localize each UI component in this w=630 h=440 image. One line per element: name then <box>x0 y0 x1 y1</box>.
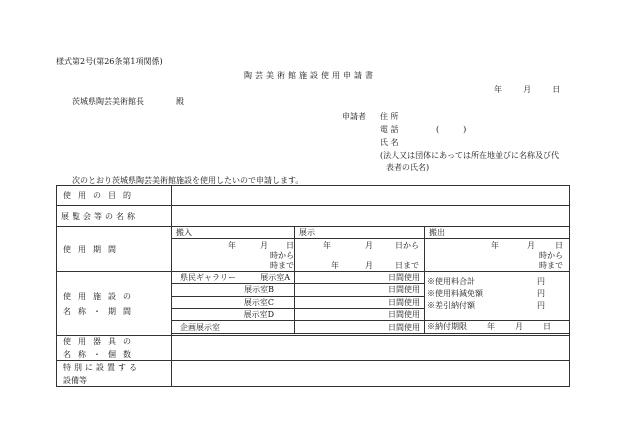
room-b-days-used: 日間使用 <box>388 285 420 295</box>
exhibition-name-field[interactable] <box>172 206 570 227</box>
facility-label-line2: 名称・期間 <box>63 306 138 316</box>
period-label: 使用期間 <box>63 244 123 254</box>
special-label-line1: 特別に設置する <box>63 362 140 372</box>
planning-room-days-used: 日間使用 <box>388 322 420 332</box>
room-d-cell <box>172 308 295 320</box>
room-d-label: 展示室D <box>243 309 274 319</box>
room-b-cell <box>172 284 295 296</box>
load-in-time-until: 時まで <box>270 261 294 270</box>
applicant-name-label: 氏 名 <box>380 138 399 147</box>
applicant-note-line2: 表者の氏名) <box>386 163 430 172</box>
form-number: 様式第2号(第26条第1項関係) <box>56 57 163 66</box>
exhibit-day-until: 日まで <box>395 261 419 270</box>
load-in-label: 搬入 <box>176 228 192 237</box>
date-line <box>494 86 560 94</box>
payment-due-day: 日 <box>543 322 551 331</box>
equipment-label-line2: 名称・個数 <box>63 350 138 359</box>
payment-due-cell[interactable] <box>425 321 570 334</box>
load-in-month: 月 <box>260 241 268 250</box>
exhibit-day-from: 日から <box>395 241 419 250</box>
fee-reduction-unit: 円 <box>537 289 545 298</box>
load-in-date-field[interactable] <box>172 239 295 272</box>
addressee-honorific: 殿 <box>176 97 184 106</box>
exhibit-label: 展示 <box>299 228 315 237</box>
facility-label-cell <box>57 272 172 336</box>
room-c-label: 展示室C <box>243 297 274 307</box>
room-c-days-used: 日間使用 <box>388 297 420 307</box>
gallery-label: 県民ギャラリー <box>180 273 236 283</box>
load-out-time-until: 時まで <box>539 261 563 270</box>
exhibit-from-year: 年 <box>323 241 331 250</box>
planning-room-label: 企画展示室 <box>180 322 220 332</box>
load-out-label: 搬出 <box>429 228 445 237</box>
exhibition-name-label: 展覧会等の名称 <box>61 211 138 221</box>
load-out-month: 月 <box>527 241 535 250</box>
period-exhibit-header <box>295 227 425 239</box>
load-in-year: 年 <box>228 241 236 250</box>
equipment-field[interactable] <box>172 336 570 361</box>
purpose-label-cell <box>57 186 172 206</box>
fee-summary-cell <box>425 272 570 321</box>
fee-total-label: ※使用料合計 <box>427 277 475 286</box>
room-b-days-field[interactable] <box>295 284 425 296</box>
date-day: 日 <box>552 85 561 94</box>
load-out-day: 日 <box>555 241 563 250</box>
load-in-time-from: 時から <box>270 251 294 260</box>
payment-due-month: 月 <box>515 322 523 331</box>
equipment-label-line1: 使用器具の <box>63 337 138 346</box>
applicant-address-label: 住 所 <box>380 112 399 121</box>
special-label-cell <box>57 361 172 387</box>
room-b-label: 展示室B <box>244 285 274 295</box>
room-d-days-used: 日間使用 <box>388 309 420 319</box>
fee-net-label: ※差引納付額 <box>427 301 475 310</box>
exhibition-name-label-cell <box>57 206 172 227</box>
applicant-label: 申請者 <box>342 112 366 121</box>
facility-label-line1: 使用施設の <box>63 291 138 301</box>
applicant-note-line1: (法人又は団体にあっては所在地並びに名称及び代 <box>380 151 560 160</box>
fee-total-unit: 円 <box>537 277 545 286</box>
purpose-label: 使用の目的 <box>63 191 138 200</box>
fee-net-unit: 円 <box>537 301 545 310</box>
period-load-in-header <box>172 227 295 239</box>
room-c-days-field[interactable] <box>295 296 425 308</box>
date-month: 月 <box>523 85 532 94</box>
special-label-line2-wrap <box>63 375 165 386</box>
equipment-label-cell <box>57 336 172 361</box>
load-out-date-field[interactable] <box>425 239 570 272</box>
planning-room-cell <box>172 321 295 334</box>
room-c-cell <box>172 296 295 308</box>
special-field[interactable] <box>172 361 570 387</box>
room-a-days-used: 日間使用 <box>388 273 420 283</box>
load-out-time-from: 時から <box>539 251 563 260</box>
exhibit-from-month: 月 <box>365 241 373 250</box>
exhibit-date-field[interactable] <box>295 239 425 272</box>
application-form-table <box>56 185 570 387</box>
addressee: 茨城県陶芸美術館長 <box>72 97 144 106</box>
period-load-out-header <box>425 227 570 239</box>
intro-text: 次のとおり茨城県陶芸美術館施設を使用したいので申請します。 <box>72 176 304 185</box>
purpose-field[interactable] <box>172 186 570 206</box>
room-a-label: 展示室A <box>260 273 290 283</box>
planning-room-days-field[interactable] <box>295 321 425 334</box>
load-out-year: 年 <box>491 241 499 250</box>
fee-reduction-label: ※使用料減免額 <box>427 289 483 298</box>
room-d-days-field[interactable] <box>295 308 425 320</box>
payment-due-year: 年 <box>487 322 495 331</box>
exhibit-until-year: 年 <box>331 261 339 270</box>
facility-label <box>57 291 171 317</box>
applicant-phone-parens: ( ) <box>436 125 467 134</box>
gallery-room-a-cell <box>172 272 295 284</box>
payment-due-label: ※納付期限 <box>427 322 467 331</box>
special-label-line2: 設備等 <box>63 375 87 385</box>
period-label-cell <box>57 227 172 272</box>
room-a-days-field[interactable] <box>295 272 425 284</box>
exhibit-until-month: 月 <box>365 261 373 270</box>
page-title: 陶芸美術館施設使用申請書 <box>244 71 376 80</box>
applicant-phone-label: 電 話 <box>380 125 399 134</box>
date-year: 年 <box>494 85 502 94</box>
load-in-day: 日 <box>286 241 294 250</box>
